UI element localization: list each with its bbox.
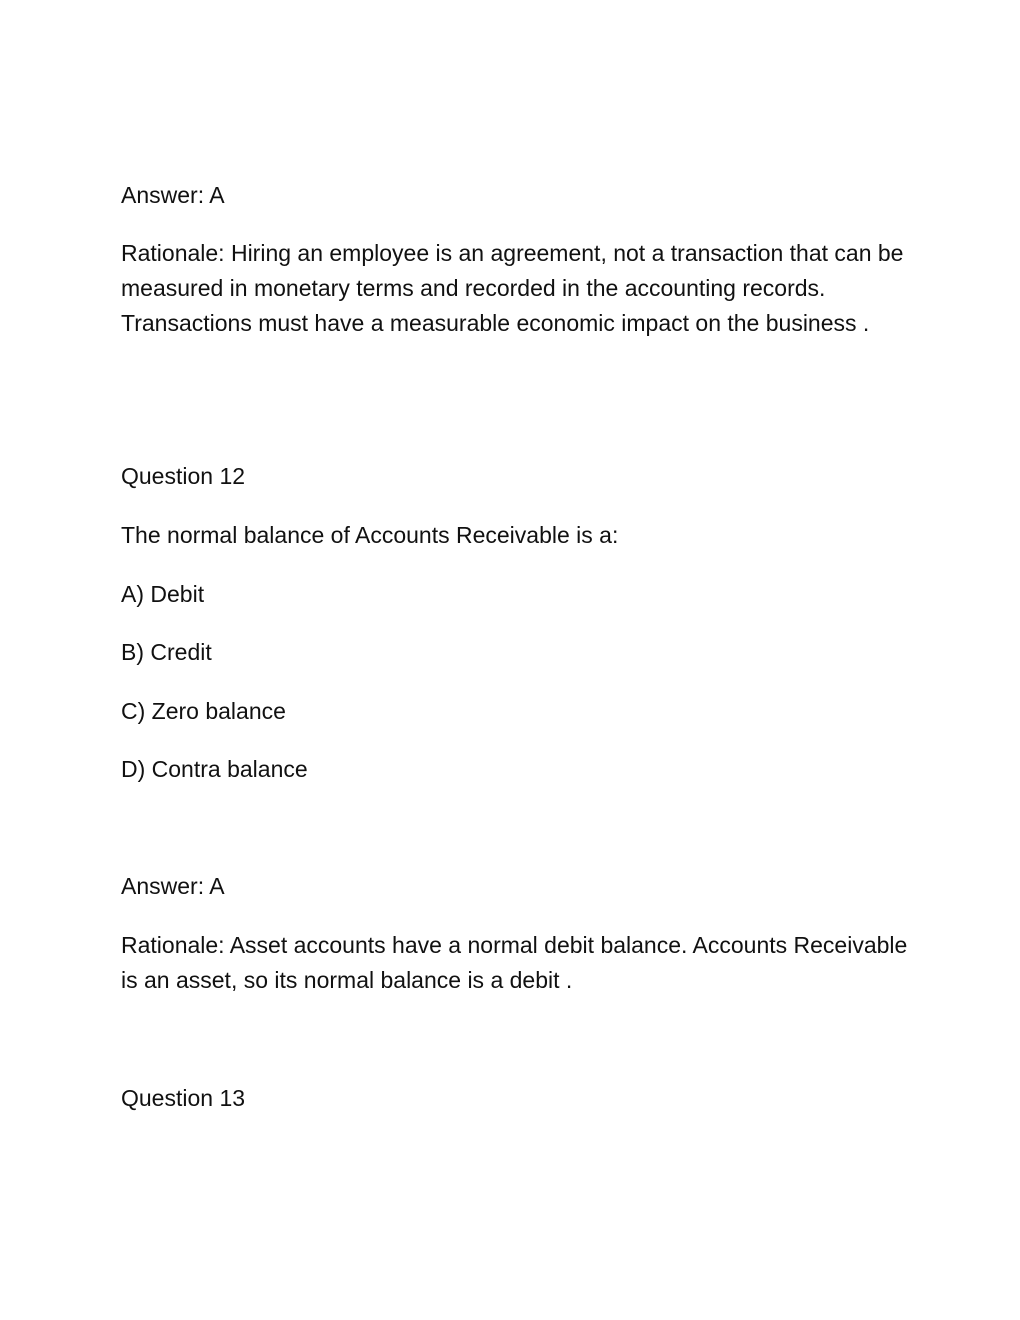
- answer-12: Answer: A: [121, 873, 225, 899]
- rationale-11: Rationale: Hiring an employee is an agreement, not a transaction that can be measured in monetary terms and recorded in the accounting records. Transactions must have a measurable economic impact on the business .: [121, 240, 904, 336]
- rationale-12: Rationale: Asset accounts have a normal debit balance. Accounts Receivable is an asset, so its normal balance is a debit .: [121, 932, 908, 993]
- question-12-prompt: The normal balance of Accounts Receivable is a:: [121, 522, 619, 548]
- question-12-option-d: D) Contra balance: [121, 756, 308, 782]
- answer-11: Answer: A: [121, 182, 225, 208]
- question-12-option-b: B) Credit: [121, 639, 212, 665]
- question-12-option-a: A) Debit: [121, 581, 205, 607]
- question-13-heading: Question 13: [121, 1085, 246, 1111]
- question-12-option-c: C) Zero balance: [121, 698, 286, 724]
- question-12-heading: Question 12: [121, 463, 246, 489]
